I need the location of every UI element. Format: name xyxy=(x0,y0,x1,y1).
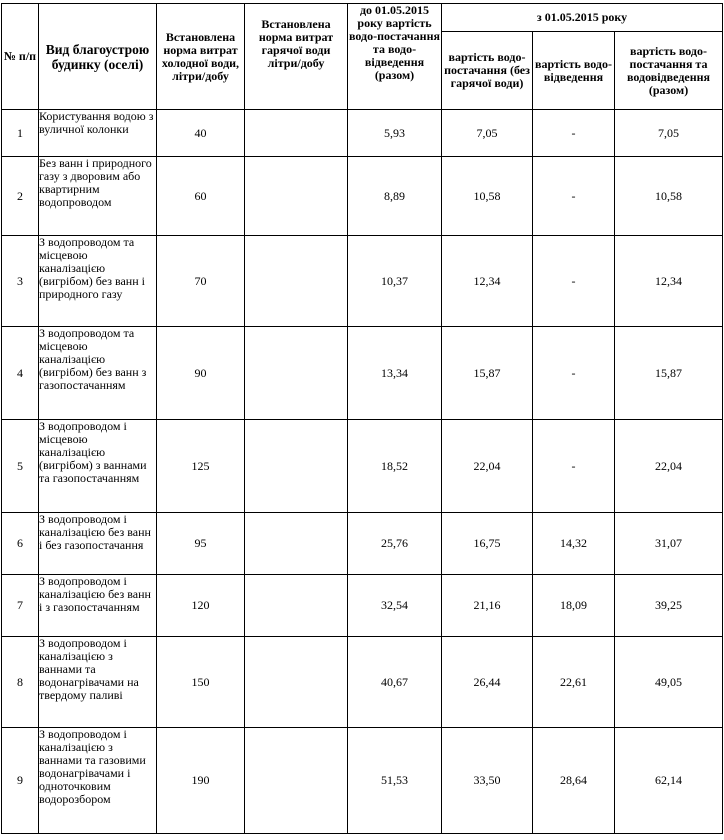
hot-water-norm xyxy=(245,513,348,575)
row-number: 7 xyxy=(2,575,39,637)
improvement-type: З водопроводом і каналізацією без ванн і без газопостачання xyxy=(39,513,157,575)
cost-before-2015: 8,89 xyxy=(348,157,442,236)
table-row xyxy=(2,575,723,637)
improvement-type: З водопроводом і каналізацією з ваннами та газовими водонагрівачами і одноточковим водорозбором xyxy=(39,728,157,834)
drainage-cost: - xyxy=(533,327,615,420)
improvement-type: З водопроводом і каналізацією без ванн і з газопостачанням xyxy=(39,575,157,637)
drainage-cost: - xyxy=(533,236,615,327)
drainage-cost: 14,32 xyxy=(533,513,615,575)
cold-water-norm: 40 xyxy=(157,110,245,157)
total-cost: 12,34 xyxy=(615,236,723,327)
row-number: 6 xyxy=(2,513,39,575)
hot-water-norm xyxy=(245,327,348,420)
improvement-type: Без ванн і природного газу з дворовим або квартирним водопроводом xyxy=(39,157,157,236)
header-improvement-type: Вид благоустрою будинку (оселі) xyxy=(39,4,157,110)
hot-water-norm xyxy=(245,637,348,728)
cold-water-norm: 60 xyxy=(157,157,245,236)
header-total-cost: вартість водо-постачання та водовідведення (разом) xyxy=(615,32,723,110)
header-from-2015-group: з 01.05.2015 року xyxy=(442,4,723,32)
improvement-type: З водопроводом та місцевою каналізацією (вигрібом) без ванн і природного газу xyxy=(39,236,157,327)
cost-before-2015: 51,53 xyxy=(348,728,442,834)
supply-cost: 21,16 xyxy=(442,575,533,637)
drainage-cost: - xyxy=(533,110,615,157)
hot-water-norm xyxy=(245,236,348,327)
hot-water-norm xyxy=(245,728,348,834)
table-row xyxy=(2,637,723,728)
supply-cost: 7,05 xyxy=(442,110,533,157)
cost-before-2015: 32,54 xyxy=(348,575,442,637)
total-cost: 7,05 xyxy=(615,110,723,157)
supply-cost: 10,58 xyxy=(442,157,533,236)
improvement-type: З водопроводом і каналізацією з ваннами та водонагрівачами на твердому паливі xyxy=(39,637,157,728)
cold-water-norm: 190 xyxy=(157,728,245,834)
total-cost: 39,25 xyxy=(615,575,723,637)
hot-water-norm xyxy=(245,110,348,157)
drainage-cost: 22,61 xyxy=(533,637,615,728)
cost-before-2015: 25,76 xyxy=(348,513,442,575)
table-row xyxy=(2,513,723,575)
cold-water-norm: 150 xyxy=(157,637,245,728)
supply-cost: 22,04 xyxy=(442,420,533,513)
supply-cost: 12,34 xyxy=(442,236,533,327)
header-cold-water-norm: Встановлена норма витрат холодної води, літри/добу xyxy=(157,4,245,110)
hot-water-norm xyxy=(245,420,348,513)
row-number: 9 xyxy=(2,728,39,834)
drainage-cost: 18,09 xyxy=(533,575,615,637)
water-tariff-table xyxy=(1,3,723,834)
table-row xyxy=(2,110,723,157)
row-number: 1 xyxy=(2,110,39,157)
cost-before-2015: 18,52 xyxy=(348,420,442,513)
row-number: 4 xyxy=(2,327,39,420)
cost-before-2015: 13,34 xyxy=(348,327,442,420)
cold-water-norm: 95 xyxy=(157,513,245,575)
cold-water-norm: 120 xyxy=(157,575,245,637)
cold-water-norm: 125 xyxy=(157,420,245,513)
improvement-type: З водопроводом і місцевою каналізацією (вигрібом) з ваннами та газопостачанням xyxy=(39,420,157,513)
cold-water-norm: 90 xyxy=(157,327,245,420)
total-cost: 49,05 xyxy=(615,637,723,728)
table-row xyxy=(2,420,723,513)
total-cost: 10,58 xyxy=(615,157,723,236)
improvement-type: Користування водою з вуличної колонки xyxy=(39,110,157,157)
total-cost: 31,07 xyxy=(615,513,723,575)
table-row xyxy=(2,236,723,327)
supply-cost: 26,44 xyxy=(442,637,533,728)
drainage-cost: - xyxy=(533,420,615,513)
cold-water-norm: 70 xyxy=(157,236,245,327)
row-number: 3 xyxy=(2,236,39,327)
cost-before-2015: 5,93 xyxy=(348,110,442,157)
improvement-type: З водопроводом та місцевою каналізацією (вигрібом) без ванн з газопостачанням xyxy=(39,327,157,420)
row-number: 5 xyxy=(2,420,39,513)
supply-cost: 33,50 xyxy=(442,728,533,834)
cost-before-2015: 40,67 xyxy=(348,637,442,728)
cost-before-2015: 10,37 xyxy=(348,236,442,327)
table-row xyxy=(2,728,723,834)
header-hot-water-norm: Встановлена норма витрат гарячої води літри/добу xyxy=(245,4,348,110)
header-supply-cost: вартість водо-постачання (без гарячої води) xyxy=(442,32,533,110)
row-number: 2 xyxy=(2,157,39,236)
drainage-cost: - xyxy=(533,157,615,236)
header-drainage-cost: вартість водо-відведення xyxy=(533,32,615,110)
header-number: № п/п xyxy=(2,4,39,110)
total-cost: 62,14 xyxy=(615,728,723,834)
drainage-cost: 28,64 xyxy=(533,728,615,834)
table-row xyxy=(2,157,723,236)
hot-water-norm xyxy=(245,157,348,236)
hot-water-norm xyxy=(245,575,348,637)
supply-cost: 15,87 xyxy=(442,327,533,420)
row-number: 8 xyxy=(2,637,39,728)
table-row xyxy=(2,327,723,420)
total-cost: 22,04 xyxy=(615,420,723,513)
supply-cost: 16,75 xyxy=(442,513,533,575)
header-cost-before-2015: до 01.05.2015 року вартість водо-постачання та водо-відведення (разом) xyxy=(348,4,442,110)
total-cost: 15,87 xyxy=(615,327,723,420)
